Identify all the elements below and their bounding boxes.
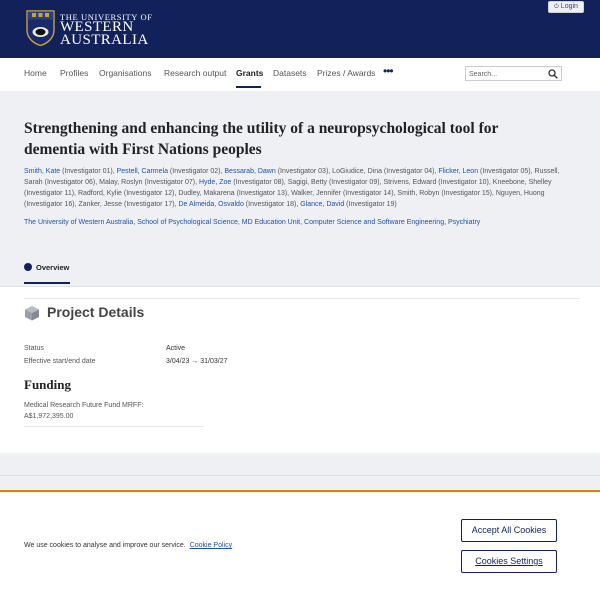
project-title: Strengthening and enhancing the utility of a neuropsychological tool for dementia with First Nations peoples xyxy=(24,120,499,158)
login-button[interactable] xyxy=(548,1,584,13)
accept-all-cookies-button[interactable]: Accept All Cookies xyxy=(461,519,557,542)
investigator-item xyxy=(78,190,178,197)
nav-item-home[interactable]: Home xyxy=(24,68,47,78)
organisation-link[interactable]: Computer Science and Software Engineering xyxy=(304,219,445,226)
investigator-name: Kneebone, Shelley xyxy=(492,179,552,186)
divider xyxy=(24,298,580,299)
investigator-name: Strivens, Edward xyxy=(383,179,437,186)
investigator-role: (Investigator 12), xyxy=(121,190,179,197)
nav-item-organisations[interactable]: Organisations xyxy=(99,68,152,78)
organisation-link[interactable]: MD Education Unit xyxy=(241,219,301,226)
investigator-role: (Investigator 15), xyxy=(439,190,496,197)
funding-amount: A$1,972,395.00 xyxy=(24,413,74,420)
organisation-link[interactable]: Psychiatry xyxy=(448,219,481,226)
investigator-name: Smith, Robyn xyxy=(397,190,440,197)
nav-item-prizes-awards[interactable]: Prizes / Awards xyxy=(317,68,376,78)
investigator-role: (Investigator 16), xyxy=(24,201,79,208)
nav-more-button[interactable]: ••• xyxy=(383,64,393,78)
organisation-list xyxy=(24,218,580,228)
investigator-name: Nguyen, Huong xyxy=(495,190,545,197)
search-input[interactable] xyxy=(469,68,544,80)
investigator-name[interactable]: De Almeida, Osvaldo xyxy=(178,201,244,208)
organisation-link[interactable]: The University of Western Australia xyxy=(24,219,134,226)
tab-overview[interactable] xyxy=(24,263,69,272)
organisation-link[interactable]: School of Psychological Science xyxy=(137,219,238,226)
search-icon[interactable] xyxy=(548,69,558,79)
login-icon: ⏻ xyxy=(554,4,559,10)
investigator-item xyxy=(291,190,397,197)
investigator-item xyxy=(300,201,397,208)
nav-item-profiles[interactable]: Profiles xyxy=(60,68,89,78)
investigator-role: (Investigator 06), xyxy=(42,179,100,186)
investigator-name[interactable]: Glance, David xyxy=(300,201,345,208)
nav-item-datasets[interactable]: Datasets xyxy=(273,68,307,78)
investigator-role: (Investigator 19) xyxy=(344,201,397,208)
investigator-role: (Investigator 18), xyxy=(243,201,301,208)
investigator-role: (Investigator 11), xyxy=(24,190,78,197)
investigator-role: (Investigator 13), xyxy=(234,190,292,197)
status-value: Active xyxy=(166,345,186,352)
organisation-separator: , xyxy=(300,219,305,226)
investigator-item xyxy=(78,201,178,208)
investigator-name[interactable]: Bessarab, Dawn xyxy=(224,168,276,175)
investigator-item xyxy=(178,201,300,208)
investigator-list xyxy=(24,166,580,210)
login-label: Login xyxy=(560,3,578,10)
investigator-role: (Investigator 09), xyxy=(327,179,384,186)
investigator-name[interactable]: Smith, Kate xyxy=(24,168,61,175)
overview-icon xyxy=(24,263,32,271)
investigator-role: (Investigator 02), xyxy=(167,168,225,175)
organisation-separator: , xyxy=(237,219,242,226)
investigator-item xyxy=(24,168,117,175)
investigator-item xyxy=(332,168,438,175)
investigator-name: Radford, Kylie xyxy=(77,190,122,197)
dates-label: Effective start/end date xyxy=(24,358,96,365)
investigator-role: (Investigator 08), xyxy=(231,179,288,186)
investigator-item xyxy=(383,179,492,186)
investigator-name[interactable]: Flicker, Leon xyxy=(438,168,479,175)
organisation-separator: , xyxy=(444,219,448,226)
investigator-role: (Investigator 17), xyxy=(122,201,179,208)
investigator-role: (Investigator 01), xyxy=(60,168,117,175)
investigator-item xyxy=(224,168,332,175)
investigator-role: (Investigator 04), xyxy=(381,168,439,175)
cookie-policy-link[interactable]: Cookie Policy xyxy=(189,542,233,549)
site-header xyxy=(0,0,600,58)
cookies-settings-button[interactable]: Cookies Settings xyxy=(461,550,557,573)
logo-text-line1: THE UNIVERSITY OF xyxy=(60,12,153,22)
investigator-item xyxy=(99,179,199,186)
nav-item-grants[interactable]: Grants xyxy=(236,68,264,78)
status-label: Status xyxy=(24,345,44,352)
cookie-message-text: We use cookies to analyse and improve our service. xyxy=(24,542,186,549)
investigator-role: (Investigator 05), xyxy=(478,168,535,175)
investigator-name: Zanker, Jesse xyxy=(78,201,123,208)
investigator-item xyxy=(438,168,534,175)
investigator-name[interactable]: Hyde, Zoe xyxy=(198,179,232,186)
investigator-name[interactable]: Pestell, Carmela xyxy=(116,168,168,175)
investigator-role: (Investigator 07), xyxy=(142,179,199,186)
lower-section xyxy=(0,453,600,490)
active-nav-indicator xyxy=(236,86,261,88)
divider xyxy=(24,426,204,427)
project-details-title: Project Details xyxy=(47,304,145,320)
logo-text-line3: AUSTRALIA xyxy=(60,32,149,48)
divider xyxy=(0,475,600,476)
nav-item-research-output[interactable]: Research output xyxy=(164,68,227,78)
investigator-name: Walker, Jennifer xyxy=(291,190,341,197)
investigator-name: Russell, Sarah xyxy=(24,168,560,186)
funding-source: Medical Research Future Fund MRFF: xyxy=(24,402,144,409)
cube-icon xyxy=(24,305,40,321)
search-box xyxy=(465,66,562,81)
university-crest-logo[interactable] xyxy=(26,10,55,46)
investigator-item xyxy=(397,190,495,197)
active-tab-indicator xyxy=(24,282,70,284)
tab-overview-label: Overview xyxy=(36,263,70,272)
investigator-name: Dudley, Makarena xyxy=(178,190,235,197)
investigator-name: LoGiudice, Dina xyxy=(332,168,382,175)
investigator-item xyxy=(117,168,225,175)
investigator-item xyxy=(178,190,291,197)
investigator-role: (Investigator 03), xyxy=(275,168,333,175)
investigator-name: Malay, Roslyn xyxy=(99,179,143,186)
funding-title: Funding xyxy=(24,377,71,392)
investigator-item xyxy=(288,179,384,186)
logo-text-line2: WESTERN xyxy=(60,19,134,35)
cookie-message xyxy=(24,542,232,549)
investigator-name: Sagigi, Betty xyxy=(287,179,328,186)
tab-bar xyxy=(0,251,600,287)
investigator-role: (Investigator 10), xyxy=(436,179,493,186)
organisation-separator: , xyxy=(133,219,138,226)
dates-value: 3/04/23 → 31/03/27 xyxy=(166,358,228,365)
investigator-item xyxy=(199,179,288,186)
investigator-role: (Investigator 14), xyxy=(341,190,398,197)
